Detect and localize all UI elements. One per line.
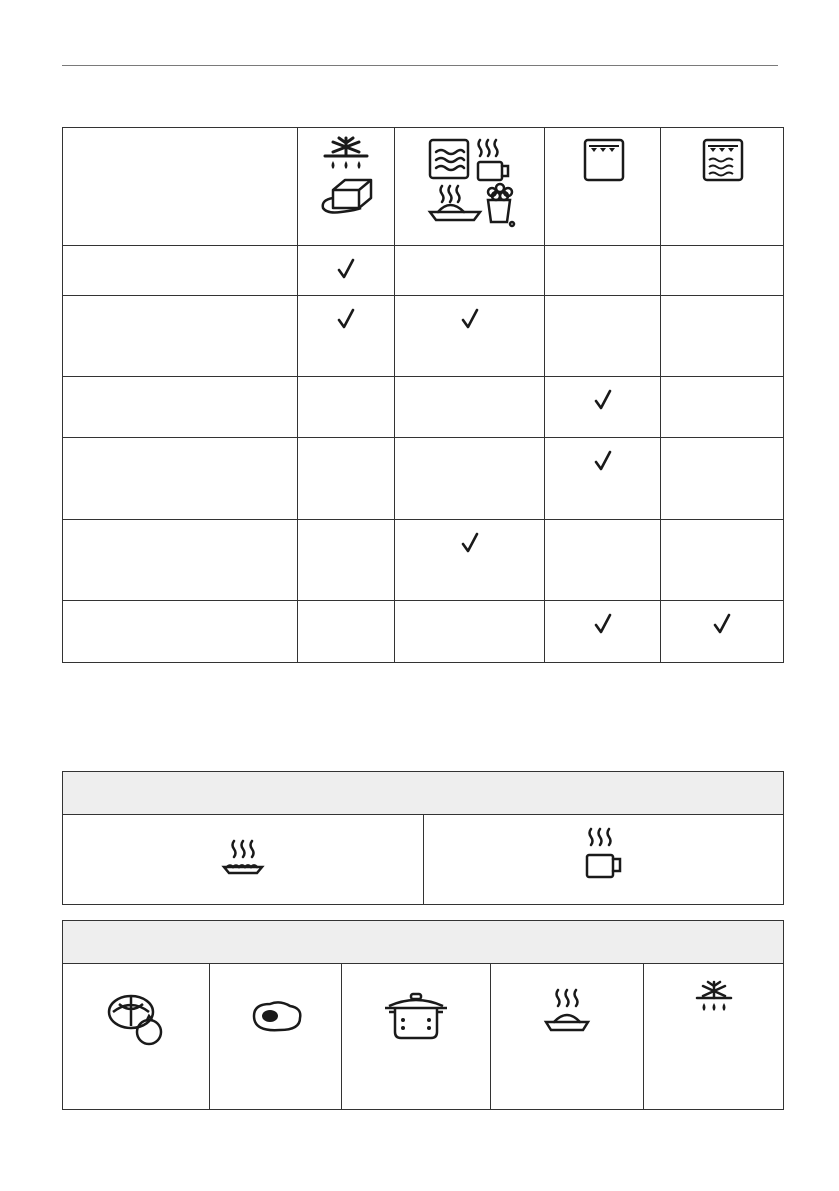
table-header-row bbox=[63, 128, 784, 246]
check-mark-icon bbox=[461, 308, 479, 330]
microwave-combo-icon bbox=[420, 128, 520, 228]
row-3-mode-2-cell bbox=[395, 377, 545, 438]
cooking-pot-icon bbox=[381, 992, 451, 1042]
oven-grill-waves-icon bbox=[692, 128, 752, 188]
check-mark-icon bbox=[594, 450, 612, 472]
vegetables-icon bbox=[101, 990, 171, 1050]
table-row bbox=[63, 520, 784, 601]
row-2-mode-1-cell bbox=[298, 296, 395, 377]
row-label-cell bbox=[63, 246, 298, 296]
food-table bbox=[62, 920, 784, 1110]
row-3-mode-1-cell bbox=[298, 377, 395, 438]
row-1-mode-4-cell bbox=[661, 246, 784, 296]
row-2-mode-4-cell bbox=[661, 296, 784, 377]
food-pot-cell bbox=[342, 964, 491, 1110]
table-row bbox=[63, 246, 784, 296]
row-5-mode-3-cell bbox=[545, 520, 661, 601]
mode-compatibility-table bbox=[62, 127, 784, 663]
cookware-cup-cell bbox=[424, 815, 784, 905]
row-6-mode-4-cell bbox=[661, 601, 784, 663]
steaming-dish-icon bbox=[218, 835, 268, 885]
oven-top-heat-icon bbox=[573, 128, 633, 188]
header-grill-waves-cell bbox=[661, 128, 784, 246]
row-5-mode-4-cell bbox=[661, 520, 784, 601]
row-6-mode-2-cell bbox=[395, 601, 545, 663]
defrost-icon bbox=[689, 976, 739, 1026]
cookware-table bbox=[62, 771, 784, 905]
check-mark-icon bbox=[594, 389, 612, 411]
row-label-cell bbox=[63, 438, 298, 520]
row-label-cell bbox=[63, 296, 298, 377]
cookware-dish-cell bbox=[63, 815, 424, 905]
table-row bbox=[63, 438, 784, 520]
header-defrost-cell bbox=[298, 128, 395, 246]
row-4-mode-3-cell bbox=[545, 438, 661, 520]
row-1-mode-1-cell bbox=[298, 246, 395, 296]
table-row bbox=[63, 377, 784, 438]
top-rule bbox=[62, 65, 778, 66]
cookware-header-bar bbox=[63, 772, 784, 815]
steaming-dish-icon bbox=[542, 986, 592, 1036]
defrost-butter-icon bbox=[311, 128, 381, 228]
check-mark-icon bbox=[337, 258, 355, 280]
row-6-mode-1-cell bbox=[298, 601, 395, 663]
food-egg-cell bbox=[210, 964, 342, 1110]
steaming-cup-icon bbox=[579, 825, 629, 885]
row-1-mode-3-cell bbox=[545, 246, 661, 296]
row-2-mode-3-cell bbox=[545, 296, 661, 377]
food-header-bar bbox=[63, 921, 784, 964]
header-top-heat-cell bbox=[545, 128, 661, 246]
check-mark-icon bbox=[594, 613, 612, 635]
food-dish-cell bbox=[491, 964, 644, 1110]
table-row bbox=[63, 296, 784, 377]
check-mark-icon bbox=[713, 613, 731, 635]
row-5-mode-1-cell bbox=[298, 520, 395, 601]
row-label-cell bbox=[63, 520, 298, 601]
row-3-mode-3-cell bbox=[545, 377, 661, 438]
row-label-cell bbox=[63, 377, 298, 438]
food-vegetables-cell bbox=[63, 964, 210, 1110]
row-4-mode-2-cell bbox=[395, 438, 545, 520]
row-label-cell bbox=[63, 601, 298, 663]
check-mark-icon bbox=[461, 532, 479, 554]
row-2-mode-2-cell bbox=[395, 296, 545, 377]
fried-egg-icon bbox=[246, 996, 306, 1036]
header-microwave-combo-cell bbox=[395, 128, 545, 246]
row-6-mode-3-cell bbox=[545, 601, 661, 663]
food-defrost-cell bbox=[644, 964, 784, 1110]
table-row bbox=[63, 601, 784, 663]
row-5-mode-2-cell bbox=[395, 520, 545, 601]
row-4-mode-4-cell bbox=[661, 438, 784, 520]
header-label-cell bbox=[63, 128, 298, 246]
row-3-mode-4-cell bbox=[661, 377, 784, 438]
row-4-mode-1-cell bbox=[298, 438, 395, 520]
check-mark-icon bbox=[337, 308, 355, 330]
row-1-mode-2-cell bbox=[395, 246, 545, 296]
